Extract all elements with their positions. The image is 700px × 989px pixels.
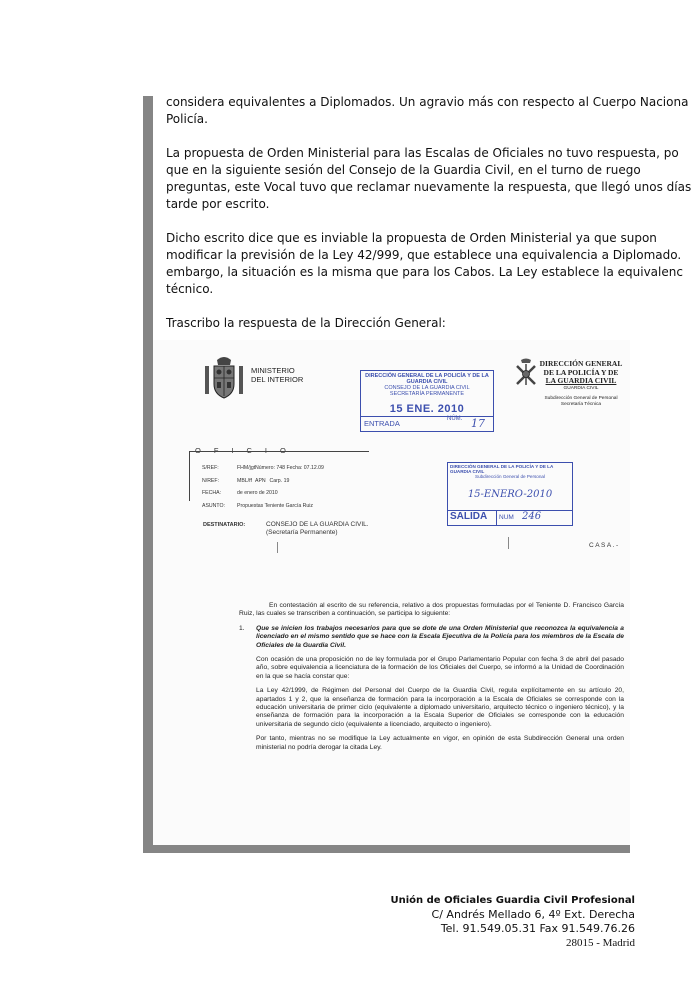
intro-line: Trascribo la respuesta de la Dirección General: <box>166 316 446 330</box>
page-shadow-left <box>143 96 153 852</box>
casa-label: CASA.- <box>589 542 620 549</box>
destinatario-label: DESTINATARIO: <box>203 522 246 528</box>
stamp-date: 15 ENE. 2010 <box>389 403 465 415</box>
footer <box>391 894 635 950</box>
salida-stamp <box>447 462 573 526</box>
letter-paragraph: La Ley 42/1999, de Régimen del Personal del Cuerpo de la Guardia Civil, regula explícitamente en su artículo 20, apartados 1 y 2, que la enseñanza de formación para la incorporación a la Escala de Oficiales se corresponde con la educación universitaria de primer ciclo (equivalente a diplomado universitario, arquitecto técnico o ingeniero técnico), y la enseñanza de formación para la incorporación a la Escala Superior de Oficiales se corresponde con la educación universitaria de segundo ciclo (equivalente a licenciado, arquitecto o ingeniero). <box>256 687 624 728</box>
dg-line: LA GUARDIA CIVIL <box>545 376 617 385</box>
scanned-letter <box>153 340 630 845</box>
fold-mark <box>277 542 278 553</box>
intro-line: preguntas, este Vocal tuvo que reclamar nuevamente la respuesta, que llegó unos días <box>166 180 692 194</box>
intro-line: técnico. <box>166 282 214 296</box>
intro-line: Dicho escrito dice que es inviable la propuesta de Orden Ministerial ya que supon <box>166 231 657 245</box>
stamp-heading: DIRECCIÓN GENERAL DE LA POLICÍA Y DE LA GUARDIA CIVIL <box>365 373 489 385</box>
footer-address: C/ Andrés Mellado 6, 4º Ext. Derecha <box>431 908 635 921</box>
stamp-label: SALIDA <box>450 511 488 522</box>
stamp-num-label: NÚM. <box>447 416 463 422</box>
stamp-date: 15-ENERO-2010 <box>467 489 553 500</box>
footer-postal: 28015 - Madrid <box>565 937 635 949</box>
footer-org: Unión de Oficiales Guardia Civil Profesional <box>390 895 635 906</box>
item-number: 1. <box>239 624 245 632</box>
letter-paragraph: Por tanto, mientras no se modifique la Ley actualmente en vigor, en opinión de esta Subdirección General una orden ministerial no podría derogar la citada Ley. <box>256 735 624 751</box>
reference-fields <box>202 462 324 513</box>
ministry-name: MINISTERIO DEL INTERIOR <box>251 366 304 384</box>
stamp-label: ENTRADA <box>364 419 400 428</box>
stamp-number: 17 <box>471 417 485 430</box>
stamp-heading: DIRECCIÓN GENERAL DE LA POLICÍA Y DE LA GUARDIA CIVIL <box>450 464 554 474</box>
field-row: FECHA: de enero de 2010 <box>202 490 278 497</box>
intro-line: La propuesta de Orden Ministerial para las Escalas de Oficiales no tuvo respuesta, po <box>166 146 679 160</box>
stamp-heading: Subdirección General de Personal <box>475 474 545 479</box>
field-row: N/REF: MBL/ff APN Carp. 19 <box>202 477 290 484</box>
stamp-num-label: NUM <box>499 514 514 521</box>
destinatario-value: CONSEJO DE LA GUARDIA CIVIL. (Secretaría Permanente) <box>266 521 369 536</box>
spanish-coat-of-arms-icon <box>203 354 245 400</box>
item-text: Que se inicien los trabajos necesarios para que se dote de una Orden Ministerial que reconozca la equivalencia a licenciado en el mismo sentido que se hace con la Escala Ejecutiva de la Policía para los miembros de la Escala de Oficiales de la Guardia Civil. <box>256 624 624 649</box>
dg-subdireccion: Subdirección General de Personal <box>544 395 618 401</box>
stamp-heading: SECRETARÍA PERMANENTE <box>389 391 465 397</box>
intro-line: considera equivalentes a Diplomados. Un agravio más con respecto al Cuerpo Naciona <box>166 95 689 109</box>
divider <box>189 451 369 452</box>
field-row: S/REF: FHM/jgtNúmero: 748 Fecha: 07.12.09 <box>202 465 324 471</box>
stamp-number: 246 <box>522 511 542 522</box>
direccion-general-header <box>535 360 627 408</box>
stamp-heading: CONSEJO DE LA GUARDIA CIVIL <box>384 385 470 391</box>
intro-line: tarde por escrito. <box>166 197 270 211</box>
fold-mark <box>508 537 519 549</box>
oficio-heading: OFICIO <box>195 446 299 455</box>
letter-body <box>239 602 624 758</box>
footer-phone: Tel. 91.549.05.31 Fax 91.549.76.26 <box>440 922 635 935</box>
entrada-stamp <box>360 370 494 432</box>
letter-paragraph: Con ocasión de una proposición no de ley formulada por el Grupo Parlamentario Popular con fecha 3 de abril del pasado año, sobre equivalencia a licenciatura de la formación de los Oficiales del Cuerpo, se informó a la Unidad de Coordinación en la que se hacía constar que: <box>256 656 624 680</box>
intro-line: Policía. <box>166 112 208 126</box>
intro-text <box>166 94 692 332</box>
intro-line: modificar la previsión de la Ley 42/999, que establece una equivalencia a Diplomado. <box>166 248 682 262</box>
letter-paragraph: En contestación al escrito de su referencia, relativo a dos propuestas formuladas por el Teniente D. Francisco García Ruiz, las cuales se transcriben a continuación, se participa lo siguiente: <box>239 602 624 618</box>
dg-line: DE LA POLICÍA Y DE <box>543 367 619 377</box>
dg-line: GUARDIA CIVIL <box>563 385 599 391</box>
intro-line: que en la siguiente sesión del Consejo de la Guardia Civil, en el turno de ruego <box>166 163 641 177</box>
intro-line: embargo, la situación es la misma que para los Cabos. La Ley establece la equivalenc <box>166 265 683 279</box>
divider <box>189 451 194 501</box>
dg-line: DIRECCIÓN GENERAL <box>539 359 623 368</box>
letter-item <box>239 625 624 650</box>
dg-secretaria: Secretaría Técnica <box>560 401 602 407</box>
page-shadow-bottom <box>143 845 630 853</box>
field-row: ASUNTO: Propuestas Teniente García Ruiz <box>202 503 314 510</box>
